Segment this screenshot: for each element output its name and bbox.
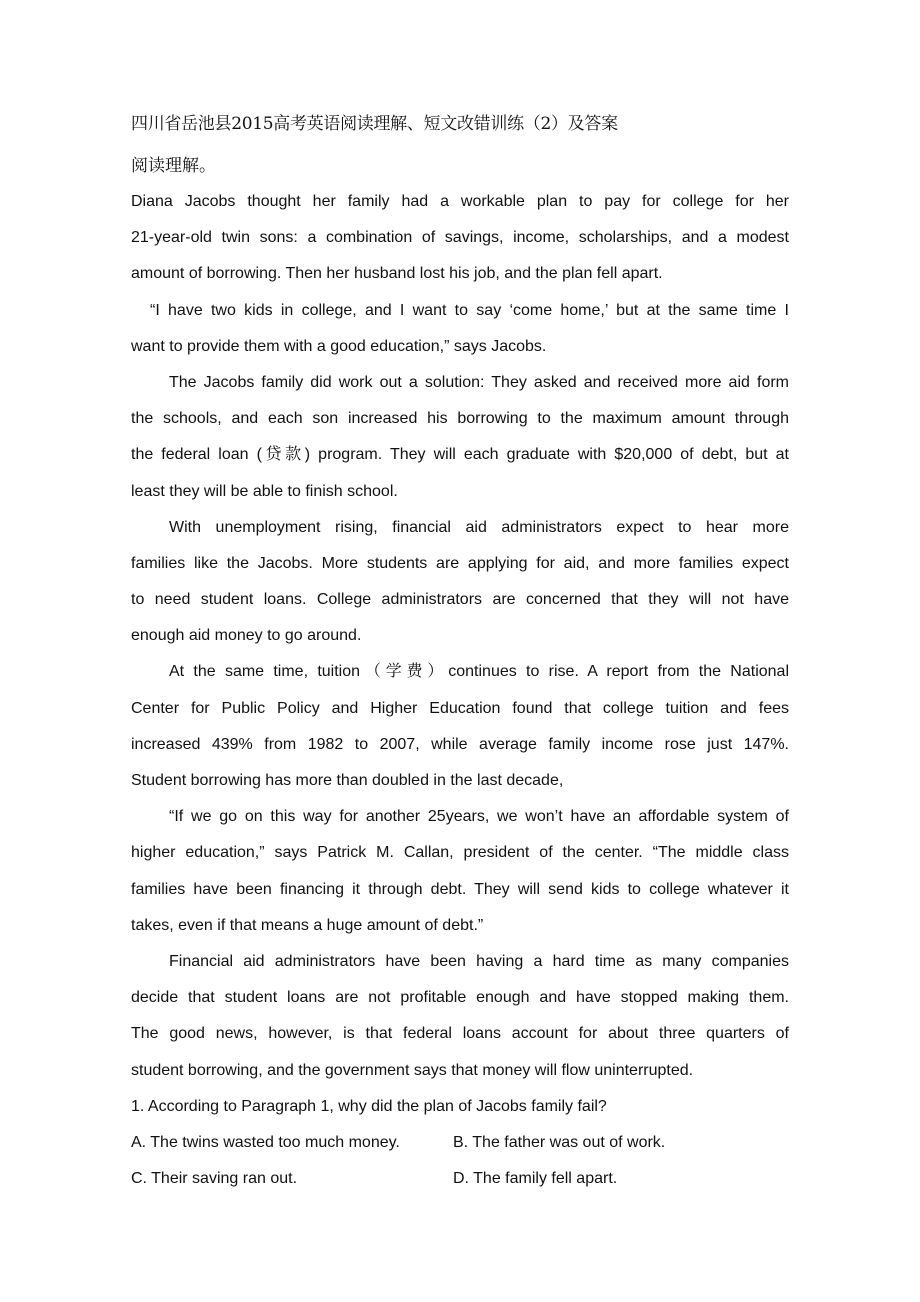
text-line: takes, even if that means a huge amount of debt.” — [131, 916, 484, 934]
text-line: With unemployment rising, financial aid administrators expect to hear more — [169, 518, 789, 536]
options-row — [131, 1161, 789, 1197]
text-line: Financial aid administrators have been having a hard time as many companies — [169, 952, 789, 970]
text-line: The Jacobs family did work out a solution: They asked and received more aid form — [169, 373, 789, 391]
text-line: “I have two kids in college, and I want to say ‘come home,’ but at the same time I — [150, 301, 789, 319]
option-a: A. The twins wasted too much money. — [131, 1133, 400, 1151]
text-line: amount of borrowing. Then her husband lost his job, and the plan fell apart. — [131, 265, 663, 283]
paragraph — [131, 654, 789, 799]
option-b: B. The father was out of work. — [453, 1133, 666, 1151]
text-line: want to provide them with a good education,” says Jacobs. — [131, 337, 547, 355]
text-line: At the same time, tuition（学费）continues to rise. A report from the National — [169, 663, 789, 681]
paragraph — [131, 944, 789, 1089]
text-line: “If we go on this way for another 25years, we won’t have an affordable system of — [169, 808, 789, 826]
text-line: families have been financing it through debt. They will send kids to college whatever it — [131, 880, 789, 898]
section-heading: 阅读理解。 — [131, 156, 216, 176]
options-row — [131, 1125, 789, 1161]
text-line: higher education,” says Patrick M. Callan, president of the center. “The middle class — [131, 844, 789, 862]
text-line: increased 439% from 1982 to 2007, while average family income rose just 147%. — [131, 735, 789, 753]
option-d: D. The family fell apart. — [453, 1170, 618, 1188]
paragraph — [131, 799, 789, 944]
text-line: Student borrowing has more than doubled in the last decade, — [131, 772, 564, 789]
text-line: Center for Public Policy and Higher Education found that college tuition and fees — [131, 699, 789, 717]
text-line: enough aid money to go around. — [131, 627, 362, 645]
text-line: Diana Jacobs thought her family had a workable plan to pay for college for her — [131, 193, 789, 210]
question-text: 1. According to Paragraph 1, why did the plan of Jacobs family fail? — [131, 1097, 607, 1115]
paragraph — [131, 293, 789, 365]
text-line: decide that student loans are not profitable enough and have stopped making them. — [131, 989, 789, 1007]
paragraph — [131, 510, 789, 655]
text-line: student borrowing, and the government says that money will flow uninterrupted. — [131, 1061, 694, 1079]
text-line: the schools, and each son increased his borrowing to the maximum amount through — [131, 410, 789, 428]
document-page — [131, 106, 789, 1197]
passage — [131, 184, 789, 1089]
text-line: 21-year-old twin sons: a combination of savings, income, scholarships, and a modest — [131, 229, 789, 247]
paragraph — [131, 365, 789, 510]
text-line: the federal loan (贷款) program. They will each graduate with $20,000 of debt, but at — [131, 446, 789, 464]
text-line: families like the Jacobs. More students are applying for aid, and more families expect — [131, 554, 789, 572]
text-line: to need student loans. College administrators are concerned that they will not have — [131, 591, 789, 609]
option-c: C. Their saving ran out. — [131, 1170, 298, 1188]
paragraph — [131, 184, 789, 293]
text-line: least they will be able to finish school. — [131, 482, 398, 500]
document-title: 四川省岳池县2015高考英语阅读理解、短文改错训练（2）及答案 — [131, 114, 618, 134]
text-line: The good news, however, is that federal loans account for about three quarters of — [131, 1025, 789, 1043]
